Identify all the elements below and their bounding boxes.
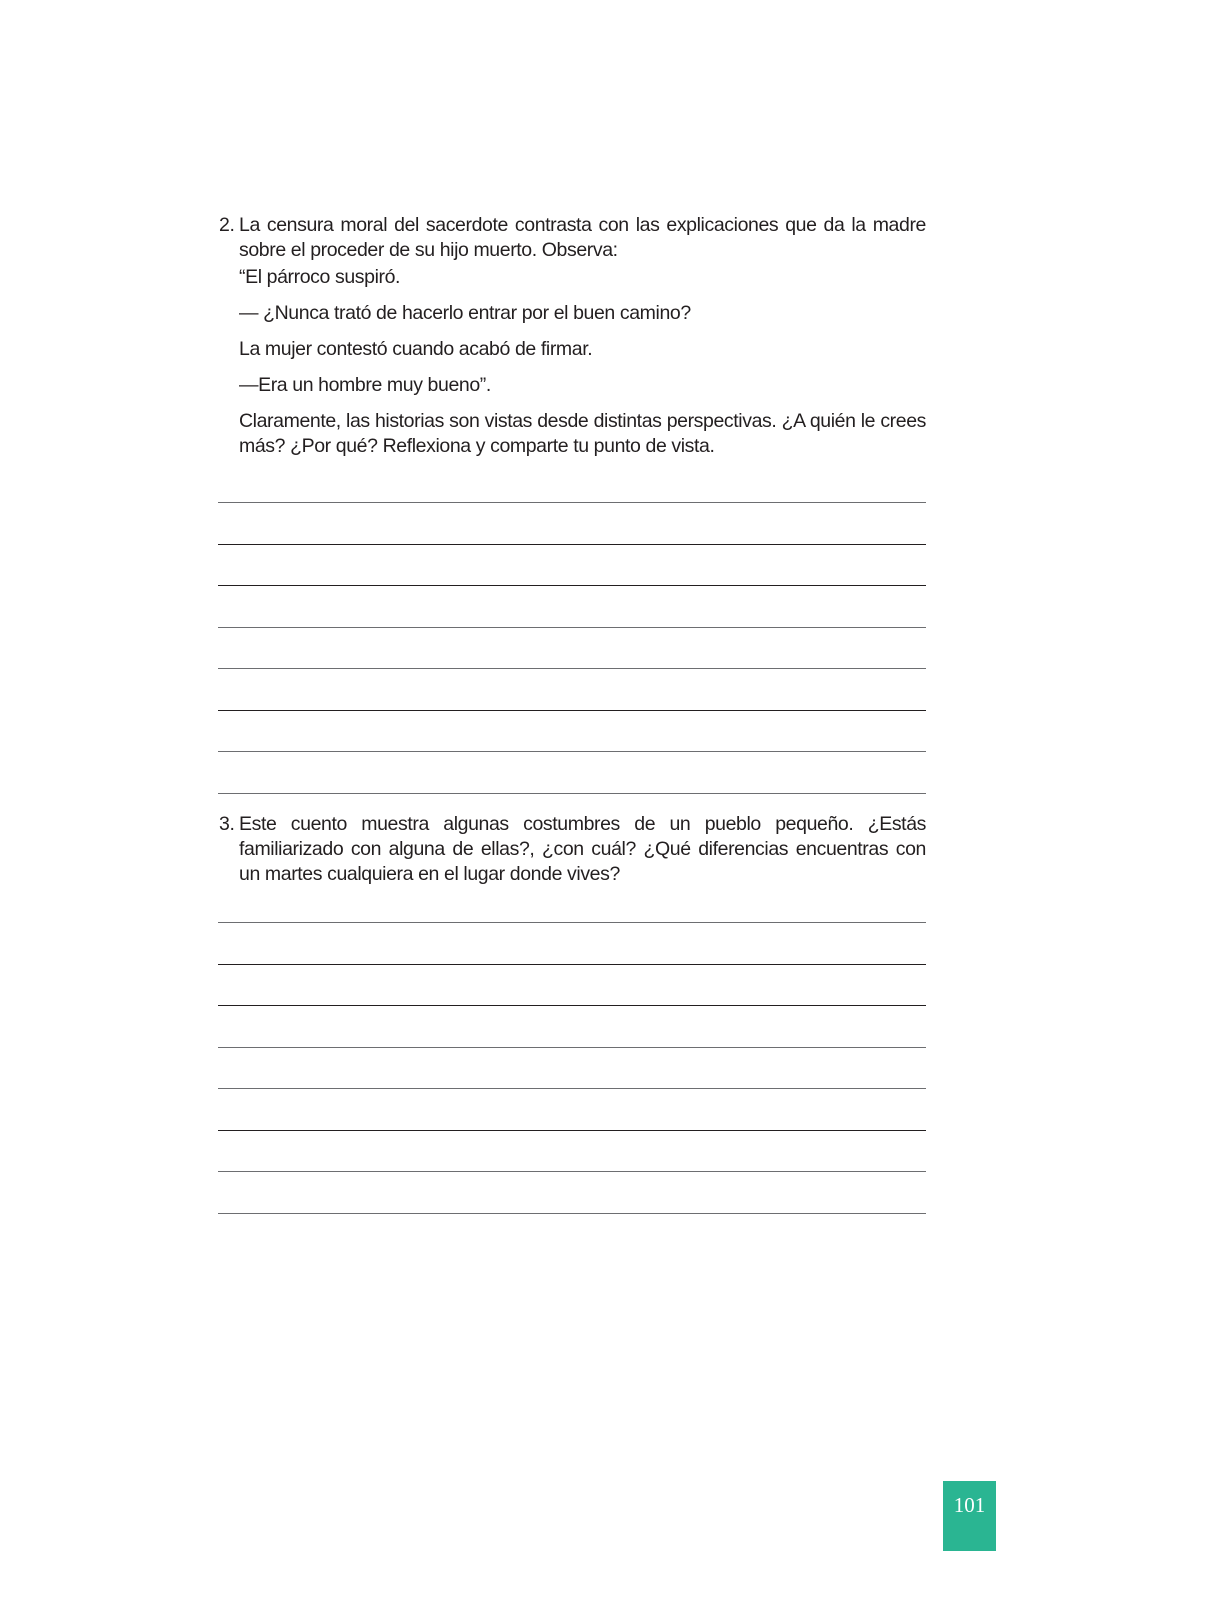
question-2-intro [219, 213, 926, 263]
quote-line-1: “El párroco suspiró. [239, 266, 401, 288]
answer-lines-question-3[interactable] [218, 922, 926, 1254]
answer-line[interactable] [218, 585, 926, 586]
answer-line[interactable] [218, 793, 926, 794]
quote-line-2: — ¿Nunca trató de hacerlo entrar por el buen camino? [239, 302, 691, 324]
question-2-number: 2. [219, 214, 235, 236]
page-number-badge [943, 1481, 996, 1551]
answer-line[interactable] [218, 1088, 926, 1089]
quote-line-4: —Era un hombre muy bueno”. [239, 374, 491, 396]
answer-line[interactable] [218, 964, 926, 965]
question-3-text-block [219, 812, 926, 887]
answer-line[interactable] [218, 627, 926, 628]
answer-lines-question-2[interactable] [218, 502, 926, 834]
page-number: 101 [953, 1493, 986, 1517]
question-3-text: Este cuento muestra algunas costumbres de un pueblo pequeño. ¿Estás familiarizado con alguna de ellas?, ¿con cuál? ¿Qué diferencias encuentras con un martes cualquiera en el lugar donde vives? [239, 813, 926, 885]
quote-line-3: La mujer contestó cuando acabó de firmar. [239, 338, 593, 360]
answer-line[interactable] [218, 710, 926, 711]
answer-line[interactable] [218, 668, 926, 669]
question-3 [219, 812, 926, 887]
answer-line[interactable] [218, 544, 926, 545]
answer-line[interactable] [218, 1047, 926, 1048]
answer-line[interactable] [218, 1171, 926, 1172]
question-3-number: 3. [219, 813, 235, 835]
question-2-intro-text: La censura moral del sacerdote contrasta con las explicaciones que da la madre sobre el proceder de su hijo muerto. Observa: [239, 214, 926, 261]
answer-line[interactable] [218, 922, 926, 923]
question-2-prompt: Claramente, las historias son vistas desde distintas perspectivas. ¿A quién le crees más? ¿Por qué? Reflexiona y comparte tu punto de vista. [239, 410, 926, 457]
question-2 [219, 213, 926, 459]
answer-line[interactable] [218, 751, 926, 752]
answer-line[interactable] [218, 1213, 926, 1214]
answer-line[interactable] [218, 1130, 926, 1131]
answer-line[interactable] [218, 502, 926, 503]
answer-line[interactable] [218, 1005, 926, 1006]
